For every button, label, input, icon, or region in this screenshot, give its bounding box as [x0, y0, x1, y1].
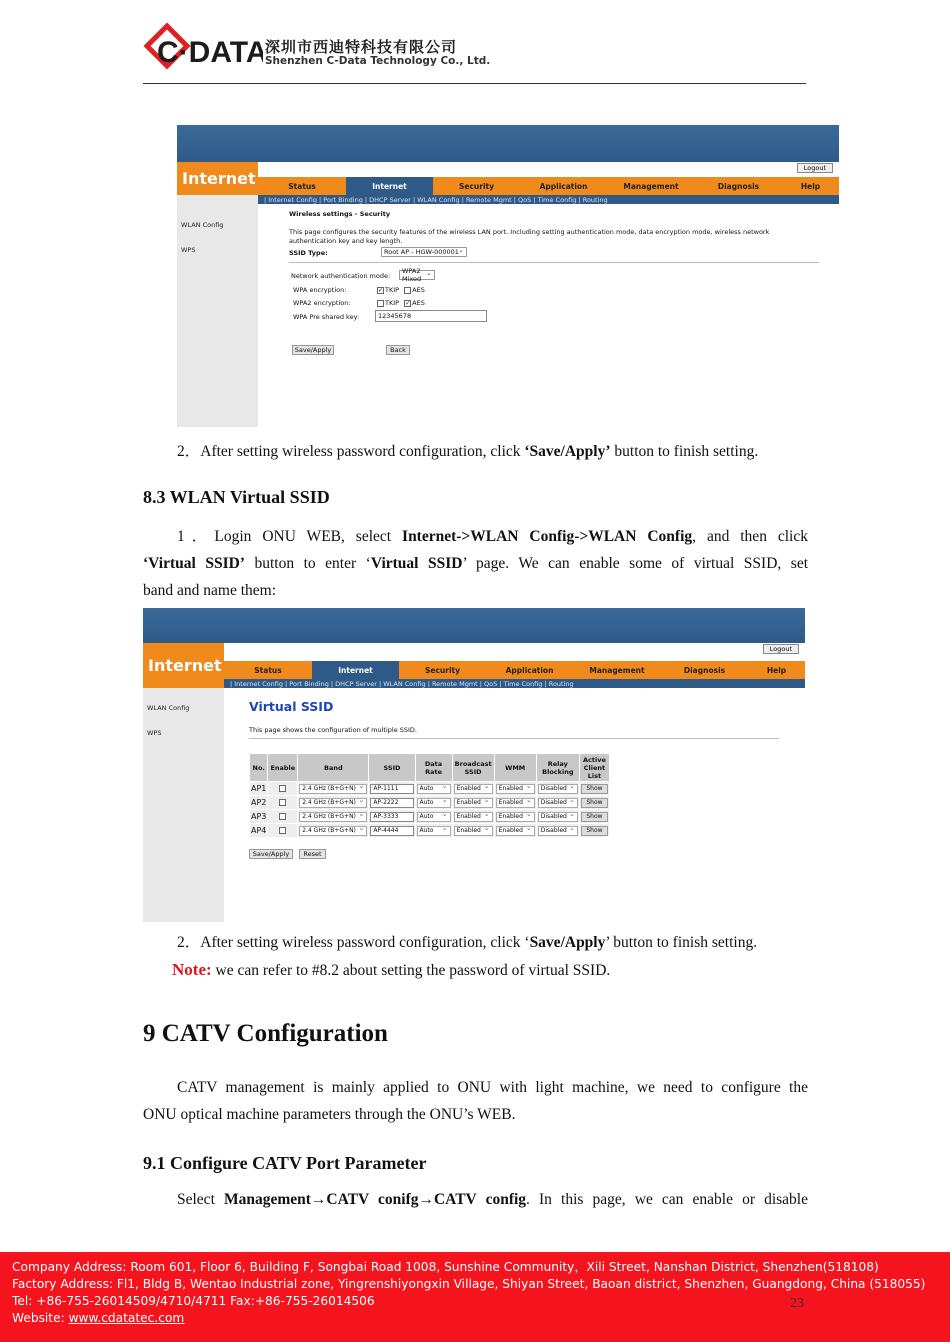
- step-text: After setting wireless password configuration, click: [200, 443, 525, 460]
- catv-paragraph-line-1: CATV management is mainly applied to ONU with light machine, we need to configure the: [177, 1079, 808, 1096]
- col-ssid: SSID: [369, 754, 415, 782]
- tab-help[interactable]: Help: [800, 181, 821, 191]
- table-cell: [250, 796, 268, 810]
- page-number: 23: [790, 1296, 804, 1311]
- relay-blocking-select[interactable]: Disabled ⌄: [538, 784, 578, 794]
- table-cell: [415, 796, 452, 810]
- table-cell: [452, 782, 494, 796]
- arrow-right-icon: →: [310, 1191, 327, 1208]
- step-text: Login ONU WEB, select: [214, 528, 403, 545]
- step-1-line-1: [143, 523, 808, 550]
- footer-company-address: Company Address: Room 601, Floor 6, Building F, Songbai Road 1008, Sunshine Community，Xili Street, Nanshan District, Shenzhen(518108): [12, 1260, 879, 1274]
- brand-internet: Internet: [143, 643, 224, 688]
- ssid-input[interactable]: AP-2222: [370, 798, 413, 808]
- logout-button[interactable]: Logout: [797, 163, 833, 173]
- menu-catv-config: CATV config: [433, 1191, 527, 1208]
- virtual-ssid-page-ref: Virtual SSID: [370, 555, 463, 572]
- wpa-encryption-label: WPA encryption:: [293, 286, 347, 294]
- enable-checkbox[interactable]: [279, 827, 286, 834]
- tab-application[interactable]: Application: [505, 665, 554, 675]
- broadcast-select[interactable]: Enabled ⌄: [454, 798, 493, 808]
- back-button[interactable]: Back: [386, 345, 410, 355]
- band-select[interactable]: 2.4 GHz (B+G+N) ⌄: [299, 812, 367, 822]
- table-cell: [298, 810, 369, 824]
- header-divider: [143, 83, 806, 84]
- band-select[interactable]: 2.4 GHz (B+G+N) ⌄: [299, 798, 367, 808]
- step-1-line-2: [143, 550, 808, 577]
- table-cell: [250, 824, 268, 838]
- table-cell: [494, 782, 536, 796]
- table-header-row: [250, 754, 610, 782]
- table-cell: [369, 824, 415, 838]
- step-text-end: ’ button to finish setting.: [605, 934, 758, 951]
- ap-number: AP4: [251, 826, 267, 835]
- wpa2-encryption-label: WPA2 encryption:: [293, 299, 351, 307]
- table-cell: [415, 824, 452, 838]
- ssid-input[interactable]: AP-3333: [370, 812, 413, 822]
- psk-label: WPA Pre shared key:: [293, 313, 360, 321]
- step-text: After setting wireless password configuration, click ‘: [200, 934, 530, 951]
- show-clients-button[interactable]: Show: [581, 784, 608, 794]
- sidebar: [177, 195, 258, 427]
- table-cell: [536, 796, 579, 810]
- gateway-name: Gateway Name: Home Gateway: [686, 164, 791, 172]
- logo-wordmark: C·DATA: [157, 36, 263, 69]
- reset-button[interactable]: Reset: [299, 849, 326, 859]
- table-cell: [536, 824, 579, 838]
- section-title: Wireless settings - Security: [289, 210, 391, 218]
- catv-paragraph-line-2: ONU optical machine parameters through the ONU’s WEB.: [143, 1106, 516, 1123]
- data-rate-select[interactable]: Auto ⌄: [417, 812, 451, 822]
- enable-checkbox[interactable]: [279, 785, 286, 792]
- step-text: button to enter ‘: [244, 555, 371, 572]
- gateway-name: Gateway Name: Home Gateway: [652, 645, 757, 653]
- table-cell: [579, 810, 609, 824]
- divider: [289, 262, 819, 263]
- ap-number: AP3: [251, 812, 267, 821]
- table-cell: [298, 796, 369, 810]
- relay-blocking-select[interactable]: Disabled ⌄: [538, 826, 578, 836]
- ssid-input[interactable]: AP-4444: [370, 826, 413, 836]
- note-line: [172, 956, 610, 984]
- tab-management[interactable]: Management: [623, 181, 679, 191]
- tab-security[interactable]: Security: [458, 181, 495, 191]
- virtual-ssid-description: This page shows the configuration of multiple SSID.: [249, 726, 417, 734]
- step-number: 1．: [177, 528, 215, 545]
- step-text: ’ page. We can enable some of virtual SSID, set: [462, 555, 809, 572]
- table-cell: [536, 782, 579, 796]
- top-bar: [143, 608, 805, 643]
- section-9-heading: 9 CATV Configuration: [143, 1020, 388, 1047]
- table-cell: [369, 782, 415, 796]
- sidebar-item-wlan-config[interactable]: WLAN Config: [147, 704, 190, 712]
- data-rate-select[interactable]: Auto ⌄: [417, 826, 451, 836]
- footer-phone-fax: Tel: +86-755-26014509/4710/4711 Fax:+86-755-26014506: [12, 1294, 375, 1308]
- step-1-line-3: band and name them:: [143, 582, 276, 599]
- section-description: This page configures the security features of the wireless LAN port. Including setting authentication mode, data encryption mode, wireless network authentication key and key length.: [289, 228, 770, 245]
- virtual-ssid-table: [249, 753, 610, 838]
- wpa-aes-label: AES: [412, 286, 425, 294]
- col-band: Band: [298, 754, 369, 782]
- table-cell: [250, 810, 268, 824]
- table-cell: [452, 824, 494, 838]
- show-clients-button[interactable]: Show: [581, 812, 608, 822]
- table-cell: [452, 810, 494, 824]
- arrow-right-icon: →: [418, 1191, 434, 1208]
- table-cell: [369, 796, 415, 810]
- auth-mode-select[interactable]: WPA2 Mixed ⌄: [399, 270, 435, 280]
- wmm-select[interactable]: Enabled ⌄: [496, 812, 535, 822]
- step-text: , and then click: [692, 528, 808, 545]
- col-wmm: WMM: [494, 754, 536, 782]
- footer-website-link[interactable]: www.cdatatec.com: [68, 1311, 185, 1325]
- sidebar-item-wps[interactable]: WPS: [181, 246, 196, 254]
- wmm-select[interactable]: Enabled ⌄: [496, 826, 535, 836]
- divider: [249, 738, 779, 739]
- col-broadcast-ssid: Broadcast SSID: [452, 754, 494, 782]
- ap-number: AP2: [251, 798, 267, 807]
- menu-path: Internet->WLAN Config->WLAN Config: [402, 528, 693, 545]
- logout-button[interactable]: Logout: [763, 644, 799, 654]
- table-cell: [494, 824, 536, 838]
- virtual-ssid-button-ref: ‘Virtual SSID’: [143, 555, 245, 572]
- enable-checkbox[interactable]: [279, 813, 286, 820]
- wpa-aes-checkbox[interactable]: [404, 287, 411, 294]
- table-cell: [369, 810, 415, 824]
- gateway-line: [653, 644, 799, 654]
- step-bold: Save/Apply: [529, 934, 606, 951]
- auth-mode-label: Network authentication mode:: [291, 272, 391, 280]
- table-cell: [250, 782, 268, 796]
- table-cell: [415, 782, 452, 796]
- step-2-text: [177, 438, 758, 465]
- show-clients-button[interactable]: Show: [581, 826, 608, 836]
- table-cell: [268, 796, 298, 810]
- table-cell: [268, 824, 298, 838]
- sel-text-end: . In this page, we can enable or disable: [526, 1191, 808, 1208]
- table-cell: [494, 810, 536, 824]
- wpa-tkip-label: TKIP: [385, 286, 400, 294]
- relay-blocking-select[interactable]: Disabled ⌄: [538, 798, 578, 808]
- table-cell: [579, 782, 609, 796]
- tab-management[interactable]: Management: [589, 665, 645, 675]
- show-clients-button[interactable]: Show: [581, 798, 608, 808]
- step-number: 2．: [177, 443, 201, 460]
- wpa2-aes-label: AES: [412, 299, 425, 307]
- data-rate-select[interactable]: Auto ⌄: [417, 798, 451, 808]
- wmm-select[interactable]: Enabled ⌄: [496, 798, 535, 808]
- band-select[interactable]: 2.4 GHz (B+G+N) ⌄: [299, 826, 367, 836]
- table-row: [250, 824, 610, 838]
- tab-internet[interactable]: Internet: [346, 177, 433, 195]
- tab-security[interactable]: Security: [424, 665, 461, 675]
- table-row: [250, 796, 610, 810]
- note-text: we can refer to #8.2 about setting the password of virtual SSID.: [211, 962, 611, 979]
- gateway-line: [687, 163, 833, 173]
- sidebar-item-wps[interactable]: WPS: [147, 729, 162, 737]
- ssid-input[interactable]: AP-1111: [370, 784, 413, 794]
- virtual-ssid-title: Virtual SSID: [249, 699, 334, 714]
- col-enable: Enable: [268, 754, 298, 782]
- save-apply-button[interactable]: Save/Apply: [249, 849, 293, 859]
- col-no: No.: [250, 754, 268, 782]
- tab-internet[interactable]: Internet: [312, 661, 399, 679]
- sub-navigation[interactable]: | Internet Config | Port Binding | DHCP Server | WLAN Config | Remote Mgmt | QoS | Time Config | Routing: [224, 679, 805, 688]
- sub-navigation[interactable]: | Internet Config | Port Binding | DHCP Server | WLAN Config | Remote Mgmt | QoS | Time Config | Routing: [258, 195, 839, 204]
- menu-management: Management: [223, 1191, 311, 1208]
- sidebar-item-wlan-config[interactable]: WLAN Config: [181, 221, 224, 229]
- screenshot-wireless-security: [177, 125, 839, 427]
- footer-factory-address: Factory Address: Fl1, Bldg B, Wentao Industrial zone, Yingrenshiyongxin Village, Shiyan Street, Baoan district, Shenzhen, Guangdong, China (518055): [12, 1277, 926, 1291]
- step-text-end: button to finish setting.: [610, 443, 759, 460]
- note-label: Note:: [172, 960, 212, 979]
- wmm-select[interactable]: Enabled ⌄: [496, 784, 535, 794]
- wpa2-aes-checkbox[interactable]: ✓: [405, 299, 411, 307]
- table-cell: [268, 810, 298, 824]
- tab-status[interactable]: Status: [288, 181, 316, 191]
- screenshot-virtual-ssid: [143, 608, 805, 922]
- ssid-type-label: SSID Type:: [289, 249, 328, 257]
- tab-help[interactable]: Help: [766, 665, 787, 675]
- table-cell: [268, 782, 298, 796]
- footer-website-line: [12, 1310, 950, 1327]
- relay-blocking-select[interactable]: Disabled ⌄: [538, 812, 578, 822]
- broadcast-select[interactable]: Enabled ⌄: [454, 784, 493, 794]
- brand-internet: Internet: [177, 162, 258, 195]
- sidebar: [143, 688, 224, 922]
- logo-graphic-icon: [143, 22, 263, 80]
- page-footer: [0, 1252, 950, 1342]
- broadcast-select[interactable]: Enabled ⌄: [454, 826, 493, 836]
- wpa2-encryption-options: [377, 299, 425, 307]
- col-relay-blocking: Relay Blocking: [536, 754, 579, 782]
- section-8-3-heading: 8.3 WLAN Virtual SSID: [143, 487, 330, 507]
- tab-status[interactable]: Status: [254, 665, 282, 675]
- ssid-type-select[interactable]: Root AP - HGW-000001 ⌄: [381, 247, 467, 257]
- company-name-en: Shenzhen C-Data Technology Co., Ltd.: [265, 55, 491, 67]
- main-tabs: [224, 661, 805, 679]
- tab-application[interactable]: Application: [539, 181, 588, 191]
- col-active-client-list: Active Client List: [579, 754, 609, 782]
- psk-input[interactable]: 12345678: [375, 310, 487, 322]
- table-row: [250, 782, 610, 796]
- section-9-1-heading: 9.1 Configure CATV Port Parameter: [143, 1153, 427, 1173]
- menu-catv-conifg: CATV conifg: [326, 1191, 419, 1208]
- table-row: [250, 810, 610, 824]
- data-rate-select[interactable]: Auto ⌄: [417, 784, 451, 794]
- tab-diagnosis[interactable]: Diagnosis: [683, 665, 726, 675]
- sel-text: Select: [177, 1191, 224, 1208]
- main-tabs: [258, 177, 839, 195]
- table-cell: [494, 796, 536, 810]
- col-data-rate: Data Rate: [415, 754, 452, 782]
- table-cell: [415, 810, 452, 824]
- select-instruction: [143, 1186, 808, 1213]
- tab-diagnosis[interactable]: Diagnosis: [717, 181, 760, 191]
- step-bold: ‘Save/Apply’: [524, 443, 611, 460]
- band-select[interactable]: 2.4 GHz (B+G+N) ⌄: [299, 784, 367, 794]
- broadcast-select[interactable]: Enabled ⌄: [454, 812, 493, 822]
- table-cell: [579, 796, 609, 810]
- top-bar: [177, 125, 839, 162]
- table-cell: [452, 796, 494, 810]
- wpa-tkip-checkbox[interactable]: ✓: [378, 286, 384, 294]
- company-name-cn: 深圳市西迪特科技有限公司: [265, 38, 458, 56]
- table-cell: [298, 824, 369, 838]
- enable-checkbox[interactable]: [279, 799, 286, 806]
- table-cell: [298, 782, 369, 796]
- table-cell: [536, 810, 579, 824]
- wpa-encryption-options: [377, 286, 425, 294]
- wpa2-tkip-checkbox[interactable]: [377, 300, 384, 307]
- save-apply-button[interactable]: Save/Apply: [292, 345, 334, 355]
- ap-number: AP1: [251, 784, 267, 793]
- table-cell: [579, 824, 609, 838]
- step-number: 2．: [177, 934, 201, 951]
- footer-website-label: Website:: [12, 1311, 69, 1325]
- step-2b-text: [177, 929, 757, 956]
- wpa2-tkip-label: TKIP: [385, 299, 400, 307]
